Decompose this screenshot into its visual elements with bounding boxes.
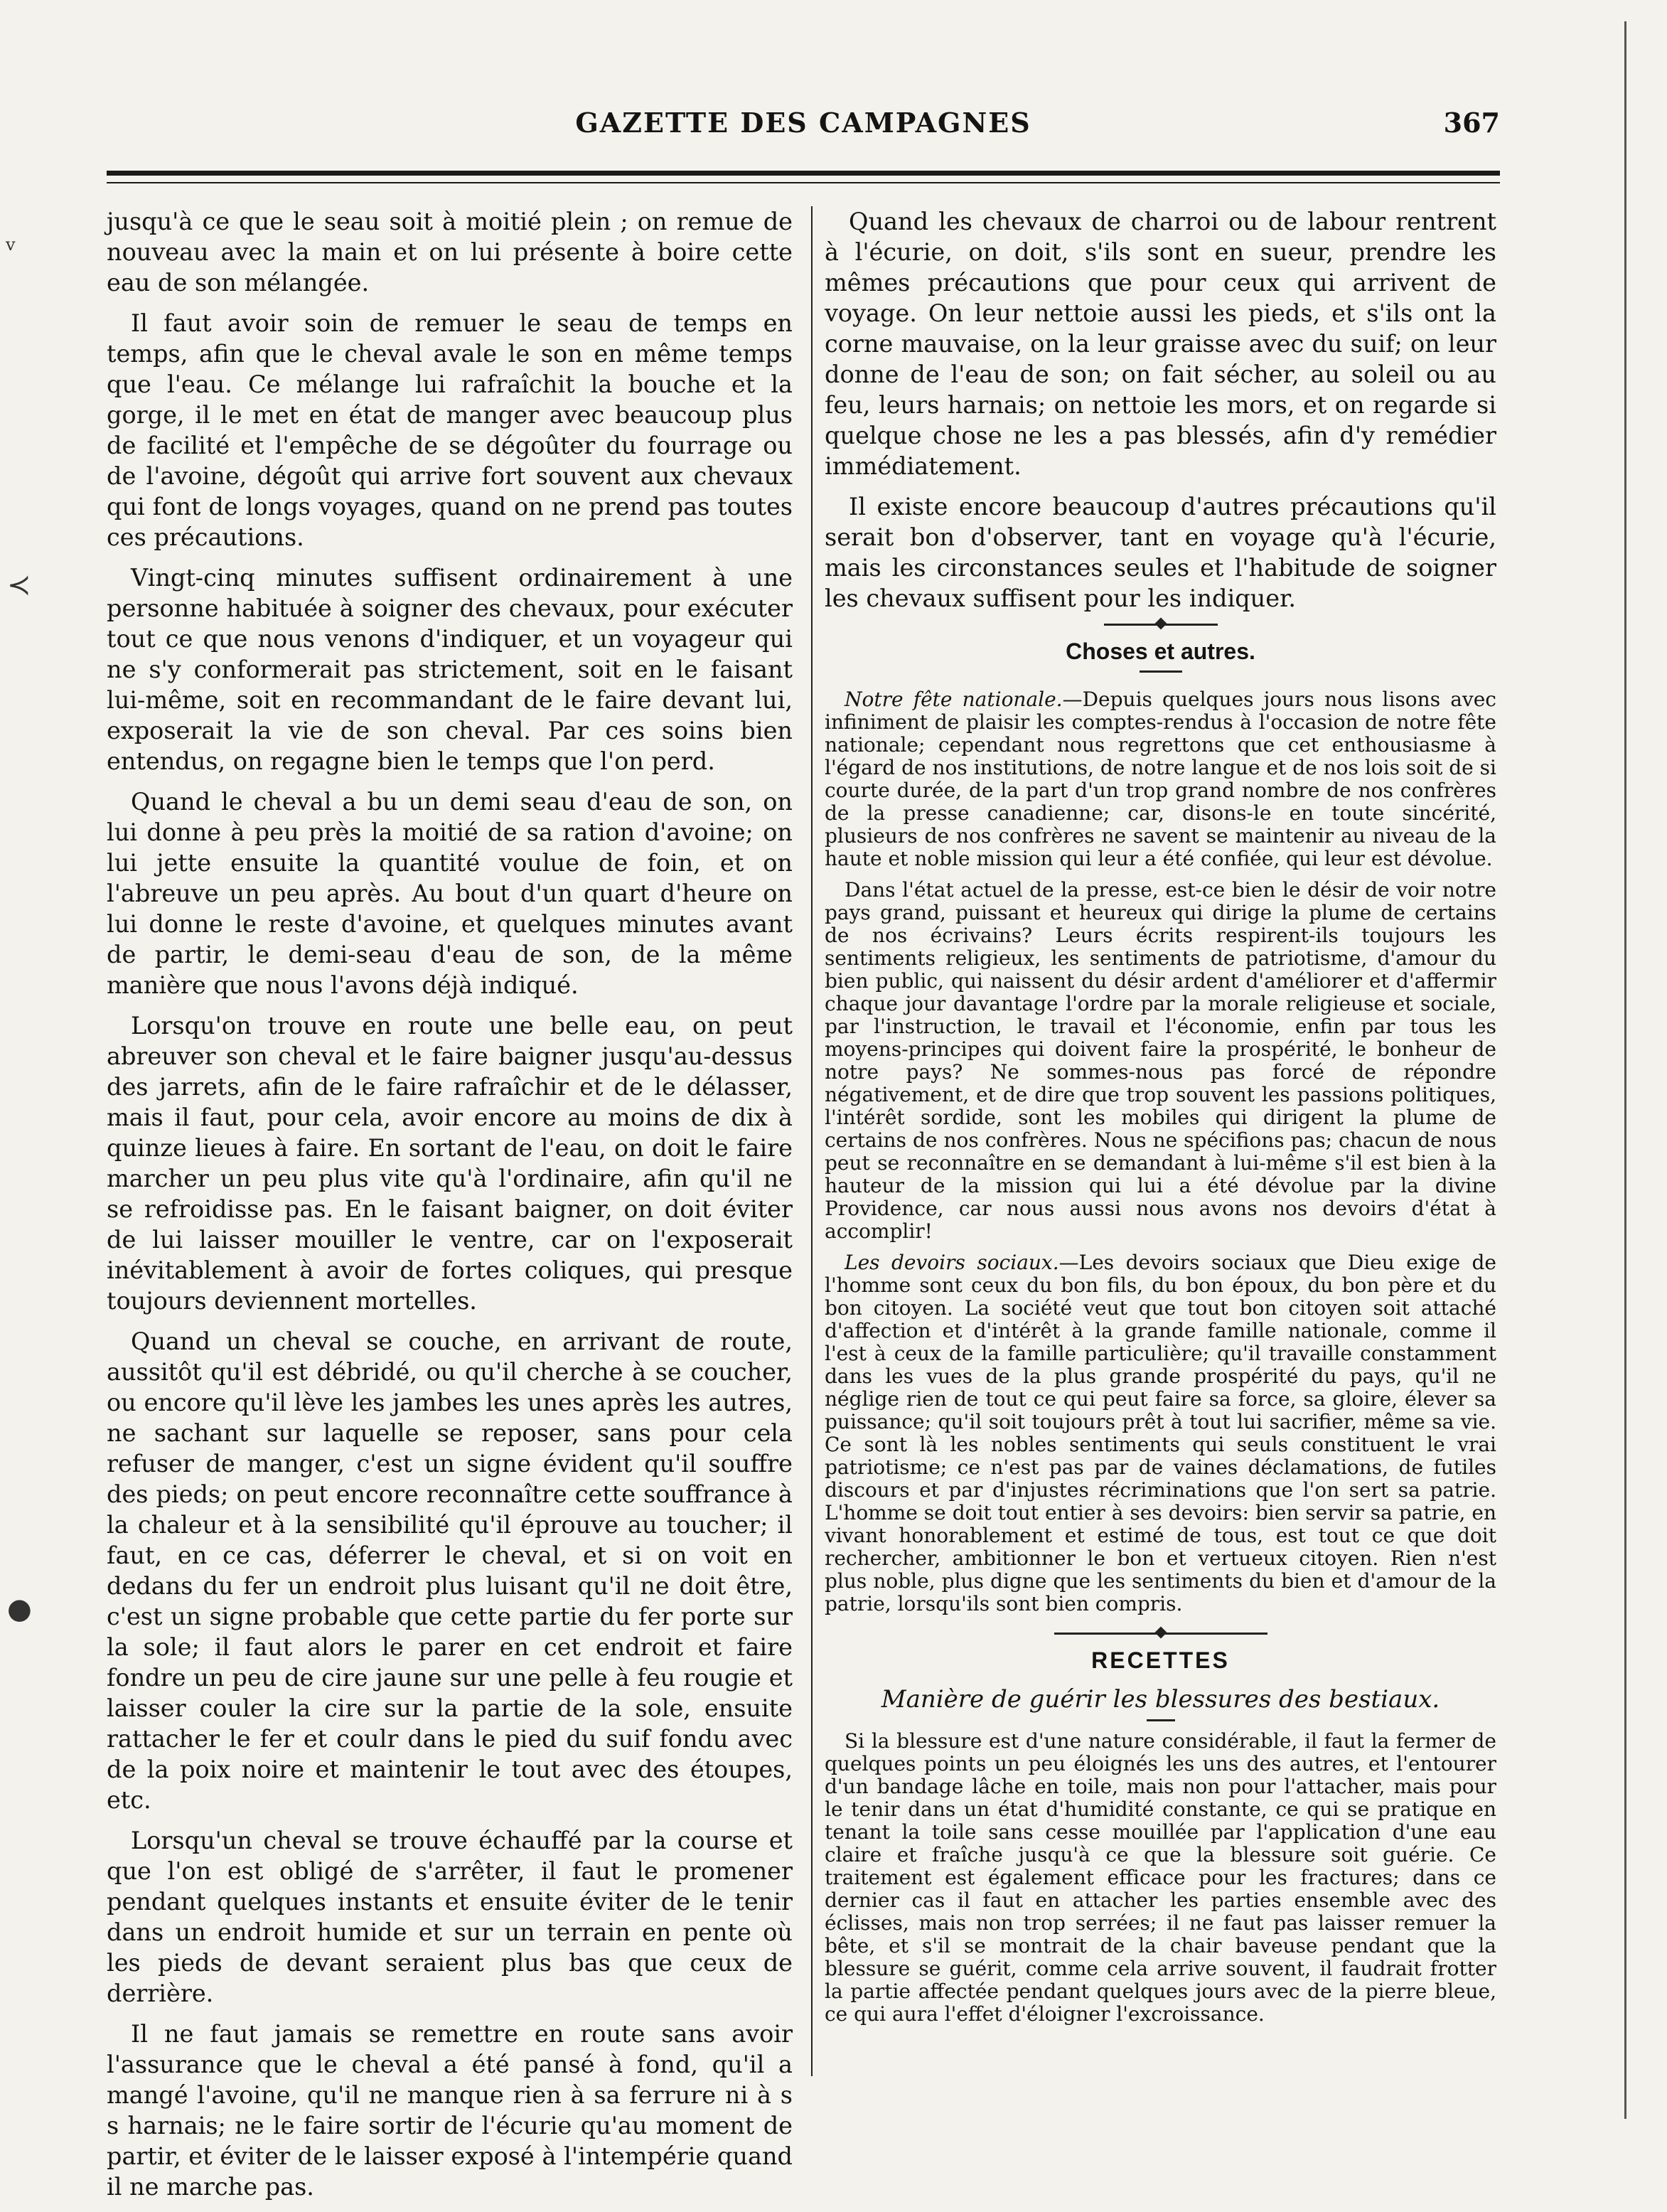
choses-section	[825, 688, 1496, 1615]
ornamental-rule	[1054, 1633, 1267, 1635]
left-paragraph: Il ne faut jamais se remettre en route sans avoir l'assurance que le cheval a été pansé à fond, qu'il a mangé l'avoine, qu'il ne manque rien à sa ferrure ni à s s harnais; ne le faire sortir de l'écurie qu'au moment de partir, et éviter de le laisser exposé à l'intempérie quand il ne marche pas.	[107, 2020, 793, 2201]
section-underline	[1140, 670, 1182, 673]
margin-mark-v: v	[6, 235, 16, 255]
recette-underline	[1147, 1719, 1175, 1721]
choses-paragraph-3: Les devoirs sociaux.—Les devoirs sociaux que Dieu exige de l'homme sont ceux du bon fils, du bon époux, du bon père et du bon citoyen. La société veut que tout bon citoyen soit attaché d'affection et d'intérêt à la grande famille nationale, comme il l'est à ceux de la famille particulière; qu'il travaille constamment dans les vues de la plus grande prospérité du pays, qu'il ne néglige rien de tout ce qui peut faire sa force, sa gloire, élever sa puissance; qu'il soit toujours prêt à tout lui sacrifier, même sa vie. Ce sont là les nobles sentiments qui seuls constituent le vrai patriotisme; ce n'est pas par de vaines déclamations, de futiles discours et par d'injustes récriminations que l'on sert sa patrie. L'homme se doit tout entier à ses devoirs: bien servir sa patrie, en vivant honorablement et estimé de tous, est tout ce que doit rechercher, ambitionner le bon et vertueux citoyen. Rien n'est plus noble, plus digne que les sentiments du bien et d'amour de la patrie, lorsqu'ils sont bien compris.	[825, 1251, 1496, 1615]
left-paragraph: Lorsqu'un cheval se trouve échauffé par la course et que l'on est obligé de s'arrêter, il faut le promener pendant quelques instants et ensuite éviter de le tenir dans un endroit humide et sur un terrain en pente où les pieds de devant seraient plus bas que ceux de derrière.	[107, 1827, 793, 2007]
section-heading-choses: Choses et autres.	[1066, 639, 1255, 664]
choses-paragraph-2: Dans l'état actuel de la presse, est-ce bien le désir de voir notre pays grand, puissant et heureux qui dirige la plume de certains de nos écrivains? Leurs écrits respirent-ils toujours les sentiments religieux, les sentiments de patriotisme, d'amour du bien public, qui naissent du désir ardent d'améliorer et d'affermir chaque jour davantage l'ordre par la morale religieuse et sociale, par l'instruction, le travail et l'économie, enfin par tous les moyens-principes qui doivent faire la prospérité, le bonheur de notre pays? Ne sommes-nous pas forcé de répondre négativement, et de dire que trop souvent les passions politiques, l'intérêt sordide, sont les mobiles qui dirigent la plume de certains de nos confrères. Nous ne spécifions pas; chacun de nous peut se reconnaître en se demandant à lui-même s'il est bien à la hauteur de la mission qui lui a été dévolue par la divine Providence, car nous aussi nous avons nos devoirs d'état à accomplir!	[825, 878, 1496, 1243]
running-title: GAZETTE DES CAMPAGNES	[575, 107, 1031, 139]
section-rule	[1104, 624, 1218, 626]
recette-paragraph: Si la blessure est d'une nature considérable, il faut la fermer de quelques points un peu éloignés les uns des autres, et l'entourer d'un bandage lâche en toile, mais non pour l'attacher, mais pour le tenir dans un état d'humidité constante, ce qui se pratique en tenant la toile sans cesse mouillée par l'application d'une eau claire et fraîche jusqu'à ce que la blessure soit guérie. Ce traitement est également efficace pour les fractures; dans ce dernier cas il faut en attacher les parties ensemble avec des éclisses, mais non trop serrées; il ne faut pas laisser remuer la bête, et s'il se montrait de la chair baveuse pendant que la blessure se guérit, comme cela arrive souvent, il faudrait frotter la partie affectée pendant quelques jours avec de la pierre bleue, ce qui aura l'effet d'éloigner l'excroissance.	[825, 1729, 1496, 2026]
section-heading-recettes: RECETTES	[1091, 1647, 1230, 1673]
left-paragraph: Quand le cheval a bu un demi seau d'eau de son, on lui donne à peu près la moitié de sa ration d'avoine; on lui jette ensuite la quantité voulue de foin, et on l'abreuve un peu après. Au bout d'un quart d'heure on lui donne le reste d'avoine, et quelques minutes avant de partir, le demi-seau d'eau de son, de la même manière que nous l'avons déjà indiqué.	[107, 788, 793, 999]
recette-title: Manière de guérir les blessures des bestiaux.	[881, 1685, 1440, 1714]
left-column	[107, 206, 793, 2212]
header-rule-heavy	[107, 171, 1500, 176]
margin-mark-arrow: ≺	[7, 569, 31, 602]
choses-paragraph-1: Notre fête nationale.—Depuis quelques jours nous lisons avec infiniment de plaisir les comptes-rendus à l'occasion de notre fête nationale; cependant nous regrettons que cet enthousiasme à l'égard de nos institutions, de notre langue et de nos lois soit de si courte durée, de la part d'un trop grand nombre de nos confrères de la presse canadienne; car, disons-le en toute sincérité, plusieurs de nos confrères ne savent se maintenir au niveau de la haute et noble mission qui leur a été confiée, qui leur est dévolue.	[825, 688, 1496, 870]
left-paragraph: jusqu'à ce que le seau soit à moitié plein ; on remue de nouveau avec la main et on lui présente à boire cette eau de son mélangée.	[107, 208, 793, 296]
page-number: 367	[1443, 107, 1500, 139]
margin-mark-blot: ●	[7, 1593, 32, 1625]
right-paragraph: Il existe encore beaucoup d'autres précautions qu'il serait bon d'observer, tant en voyage qu'à l'écurie, mais les circonstances seules et l'habitude de soigner les chevaux suffisent pour les indiquer.	[825, 493, 1496, 612]
header-rule-thin	[107, 182, 1500, 183]
left-paragraph: Vingt-cinq minutes suffisent ordinairement à une personne habituée à soigner des chevaux, pour exécuter tout ce que nous venons d'indiquer, et un voyageur qui ne s'y conformerait pas strictement, soit en le faisant lui-même, soit en recommandant de le faire devant lui, exposerait la vie de son cheval. Par ces soins bien entendus, on regagne bien le temps que l'on perd.	[107, 564, 793, 775]
page-edge-rule	[1624, 21, 1626, 2119]
right-column	[825, 206, 1496, 2034]
left-paragraph: Quand un cheval se couche, en arrivant de route, aussitôt qu'il est débridé, ou qu'il cherche à se coucher, ou encore qu'il lève les jambes les unes après les autres, ne sachant sur laquelle se reposer, sans pour cela refuser de manger, c'est un signe évident qu'il souffre des pieds; on peut encore reconnaître cette souffrance à la chaleur et à la sensibilité qu'il éprouve au toucher; il faut, en ce cas, déferrer le cheval, et si on voit en dedans du fer un endroit plus luisant qu'il ne doit être, c'est un signe probable que cette partie du fer porte sur la sole; il faut alors le parer en cet endroit et faire fondre un peu de cire jaune sur une pelle à feu rougie et laisser couler la cire sur la partie de la sole, ensuite rattacher le fer et coulr dans le pied du suif fondu avec de la poix noire et maintenir le tout avec des étoupes, etc.	[107, 1327, 793, 1814]
right-paragraph: Quand les chevaux de charroi ou de labour rentrent à l'écurie, on doit, s'ils sont en sueur, prendre les mêmes précautions que pour ceux qui arrivent de voyage. On leur nettoie aussi les pieds, et s'ils ont la corne mauvaise, on la leur graisse avec du suif; on leur donne de l'eau de son; on fait sécher, au soleil ou au feu, leurs harnais; on nettoie les mors, et on regarde si quelque chose ne les a pas blessés, afin d'y remédier immédiatement.	[825, 208, 1496, 480]
lead-notre-fete: Notre fête nationale.	[845, 688, 1063, 711]
column-divider	[811, 206, 813, 2076]
page-header	[107, 107, 1500, 149]
recette-section	[825, 1730, 1496, 2026]
left-paragraph: Lorsqu'on trouve en route une belle eau, on peut abreuver son cheval et le faire baigner jusqu'au-dessus des jarrets, afin de le faire rafraîchir et de le délasser, mais il faut, pour cela, avoir encore au moins de dix à quinze lieues à faire. En sortant de l'eau, on doit le faire marcher un peu plus vite qu'à l'ordinaire, afin qu'il ne se refroidisse pas. En le faisant baigner, on doit éviter de lui laisser mouiller le ventre, car on l'exposerait inévitablement à avoir de fortes coliques, qui presque toujours deviennent mortelles.	[107, 1012, 793, 1315]
left-paragraph: Il faut avoir soin de remuer le seau de temps en temps, afin que le cheval avale le son en même temps que l'eau. Ce mélange lui rafraîchit la bouche et la gorge, il le met en état de manger avec beaucoup plus de facilité et l'empêche de se dégoûter du fourrage ou de l'avoine, dégoût qui arrive fort souvent aux chevaux qui font de longs voyages, quand on ne prend pas toutes ces précautions.	[107, 309, 793, 551]
lead-devoirs-sociaux: Les devoirs sociaux.	[845, 1251, 1059, 1274]
